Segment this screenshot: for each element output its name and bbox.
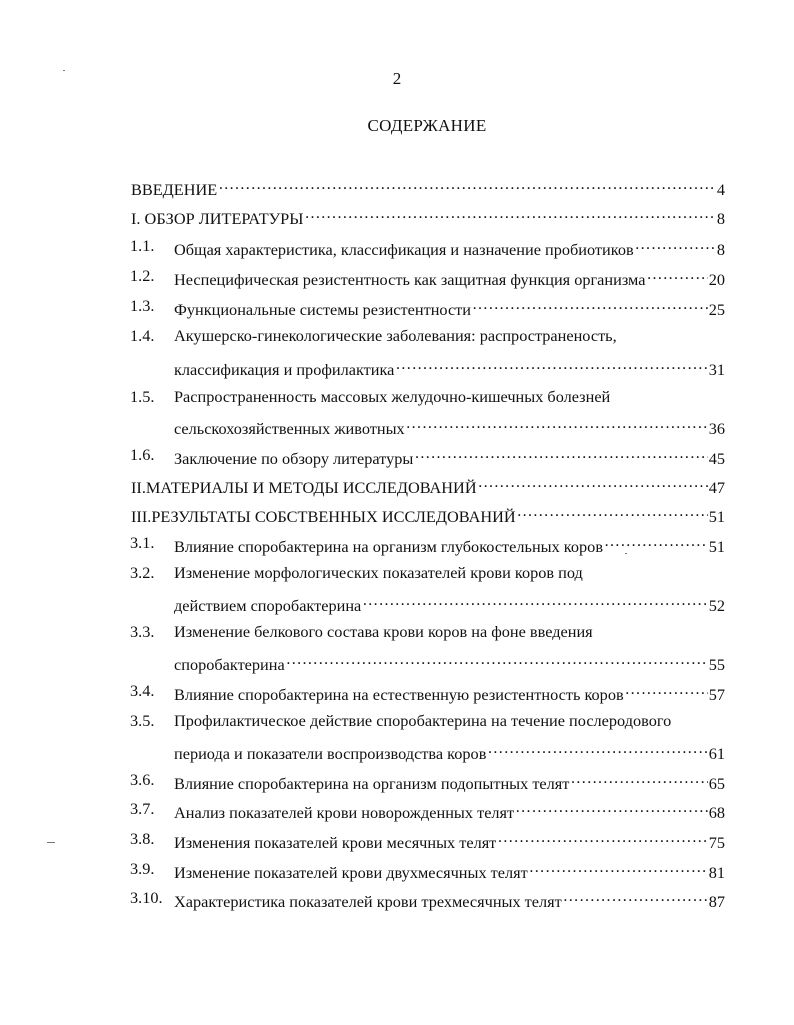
leader-dots [570, 770, 707, 789]
toc-entry-1-2 [174, 266, 725, 290]
toc-entry-text: Характеристика показателей крови трехмесячных телят [174, 892, 562, 911]
toc-entry-text: Изменение показателей крови двухмесячных телят [174, 863, 528, 882]
toc-entry-text: Изменения показателей крови месячных телят [174, 833, 497, 852]
toc-entry-page: 81 [708, 863, 725, 882]
leader-dots [487, 740, 707, 759]
toc-entry-3-5-continued [174, 740, 725, 764]
leader-dots [362, 592, 707, 611]
toc-entry-3-9 [174, 859, 725, 883]
toc-entry-page: 36 [708, 419, 725, 438]
toc-section-number: 3.10. [130, 888, 163, 907]
toc-entry-3-8 [174, 829, 725, 853]
toc-section-number: 3.3. [130, 622, 155, 641]
toc-entry-text: ВВЕДЕНИЕ [131, 180, 218, 199]
toc-entry-page: 68 [708, 803, 725, 822]
leader-dots [395, 356, 707, 375]
toc-entry-3-1 [174, 533, 725, 557]
toc-section-number: 1.1. [130, 236, 155, 255]
toc-entry-page: 87 [708, 892, 725, 911]
toc-entry-page: 65 [708, 774, 725, 793]
toc-entry-text: Функциональные системы резистентности [174, 300, 472, 319]
toc-entry-1-4 [174, 326, 725, 350]
toc-entry-3-3 [174, 622, 725, 646]
toc-entry-3-4 [174, 681, 725, 705]
toc-entry-1-5-continued [174, 415, 725, 439]
toc-entry-text: Неспецифическая резистентность как защитная функция организма [174, 270, 646, 289]
leader-dots [472, 296, 708, 315]
toc-entry-text: Заключение по обзору литературы [174, 449, 414, 468]
leader-dots [478, 474, 708, 493]
toc-section-number: 3.5. [130, 711, 155, 730]
leader-dots [497, 829, 707, 848]
toc-section-number: 1.5. [130, 387, 155, 406]
toc-entry-1-6 [174, 445, 725, 469]
toc-entry-page: 47 [708, 478, 725, 497]
toc-entry-text: Профилактическое действие споробактерина на течение послеродового [174, 711, 672, 730]
scan-speck [625, 553, 627, 554]
toc-entry-text: Анализ показателей крови новорожденных телят [174, 803, 515, 822]
leader-dots [635, 236, 716, 255]
toc-section-number: 1.3. [130, 296, 155, 315]
toc-entry-text: Влияние споробактерина на организм глубокостельных коров [174, 537, 604, 556]
toc-section-number: 3.6. [130, 770, 155, 789]
toc-entry-page: 51 [708, 507, 725, 526]
toc-entry-chapter-2 [131, 474, 725, 498]
toc-entry-text: Акушерско-гинекологические заболевания: распространеность, [174, 326, 617, 345]
toc-entry-1-4-continued [174, 356, 725, 380]
toc-section-number: 1.2. [130, 266, 155, 285]
leader-dots [406, 415, 708, 434]
toc-entry-text: периода и показатели воспроизводства коров [174, 744, 487, 763]
leader-dots [646, 266, 707, 285]
toc-entry-text: Влияние споробактерина на естественную резистентность коров [174, 685, 624, 704]
toc-entry-page: 4 [716, 180, 725, 199]
page-number: 2 [392, 69, 402, 88]
toc-entry-page: 51 [708, 537, 725, 556]
toc-section-number: 3.9. [130, 859, 155, 878]
toc-entry-page: 57 [708, 685, 725, 704]
toc-title: СОДЕРЖАНИЕ [367, 116, 487, 135]
toc-entry-1-3 [174, 296, 725, 320]
toc-entry-introduction [131, 176, 725, 200]
toc-entry-text: III.РЕЗУЛЬТАТЫ СОБСТВЕННЫХ ИССЛЕДОВАНИЙ [131, 507, 516, 526]
toc-entry-text: классификация и профилактика [174, 360, 395, 379]
leader-dots [286, 651, 708, 670]
leader-dots [304, 205, 715, 224]
leader-dots [515, 799, 708, 818]
toc-entry-text: Распространенность массовых желудочно-кишечных болезней [174, 387, 611, 406]
leader-dots [563, 888, 708, 907]
toc-entry-text: сельскохозяйственных животных [174, 419, 405, 438]
toc-section-number: 1.6. [130, 445, 155, 464]
toc-entry-page: 8 [716, 209, 725, 228]
toc-entry-3-3-continued [174, 651, 725, 675]
toc-section-number: 3.7. [130, 799, 155, 818]
toc-entry-text: Изменение белкового состава крови коров на фоне введения [174, 622, 593, 641]
leader-dots [625, 681, 708, 700]
toc-entry-3-2-continued [174, 592, 725, 616]
toc-entry-1-1 [174, 236, 725, 260]
toc-entry-text: споробактерина [174, 655, 285, 674]
toc-entry-page: 31 [708, 360, 725, 379]
toc-entry-page: 45 [708, 449, 725, 468]
toc-entry-page: 20 [708, 270, 725, 289]
leader-dots [529, 859, 708, 878]
toc-entry-text: действием споробактерина [174, 596, 362, 615]
toc-section-number: 3.8. [130, 829, 155, 848]
toc-entry-3-6 [174, 770, 725, 794]
toc-entry-page: 52 [708, 596, 725, 615]
toc-entry-1-5 [174, 387, 725, 411]
toc-section-number: 3.4. [130, 681, 155, 700]
leader-dots [517, 503, 708, 522]
toc-entry-page: 61 [708, 744, 725, 763]
toc-entry-text: II.МАТЕРИАЛЫ И МЕТОДЫ ИССЛЕДОВАНИЙ [131, 478, 477, 497]
toc-entry-text: I. ОБЗОР ЛИТЕРАТУРЫ [131, 209, 304, 228]
toc-entry-chapter-1 [131, 205, 725, 229]
toc-entry-text: Общая характеристика, классификация и назначение пробиотиков [174, 240, 634, 259]
toc-section-number: 3.2. [130, 563, 155, 582]
toc-entry-3-7 [174, 799, 725, 823]
toc-entry-page: 25 [708, 300, 725, 319]
toc-entry-3-5 [174, 711, 725, 735]
scan-speck [47, 842, 55, 843]
leader-dots [218, 176, 716, 195]
toc-entry-3-10 [174, 888, 725, 912]
toc-entry-text: Влияние споробактерина на организм подопытных телят [174, 774, 570, 793]
leader-dots [604, 533, 708, 552]
toc-section-number: 1.4. [130, 326, 155, 345]
toc-entry-page: 55 [708, 655, 725, 674]
toc-entry-page: 8 [716, 240, 725, 259]
toc-entry-page: 75 [708, 833, 725, 852]
leader-dots [414, 445, 707, 464]
toc-entry-3-2 [174, 563, 725, 587]
toc-entry-chapter-3 [131, 503, 725, 527]
scan-speck [63, 70, 65, 71]
toc-entry-text: Изменение морфологических показателей крови коров под [174, 563, 583, 582]
toc-section-number: 3.1. [130, 533, 155, 552]
